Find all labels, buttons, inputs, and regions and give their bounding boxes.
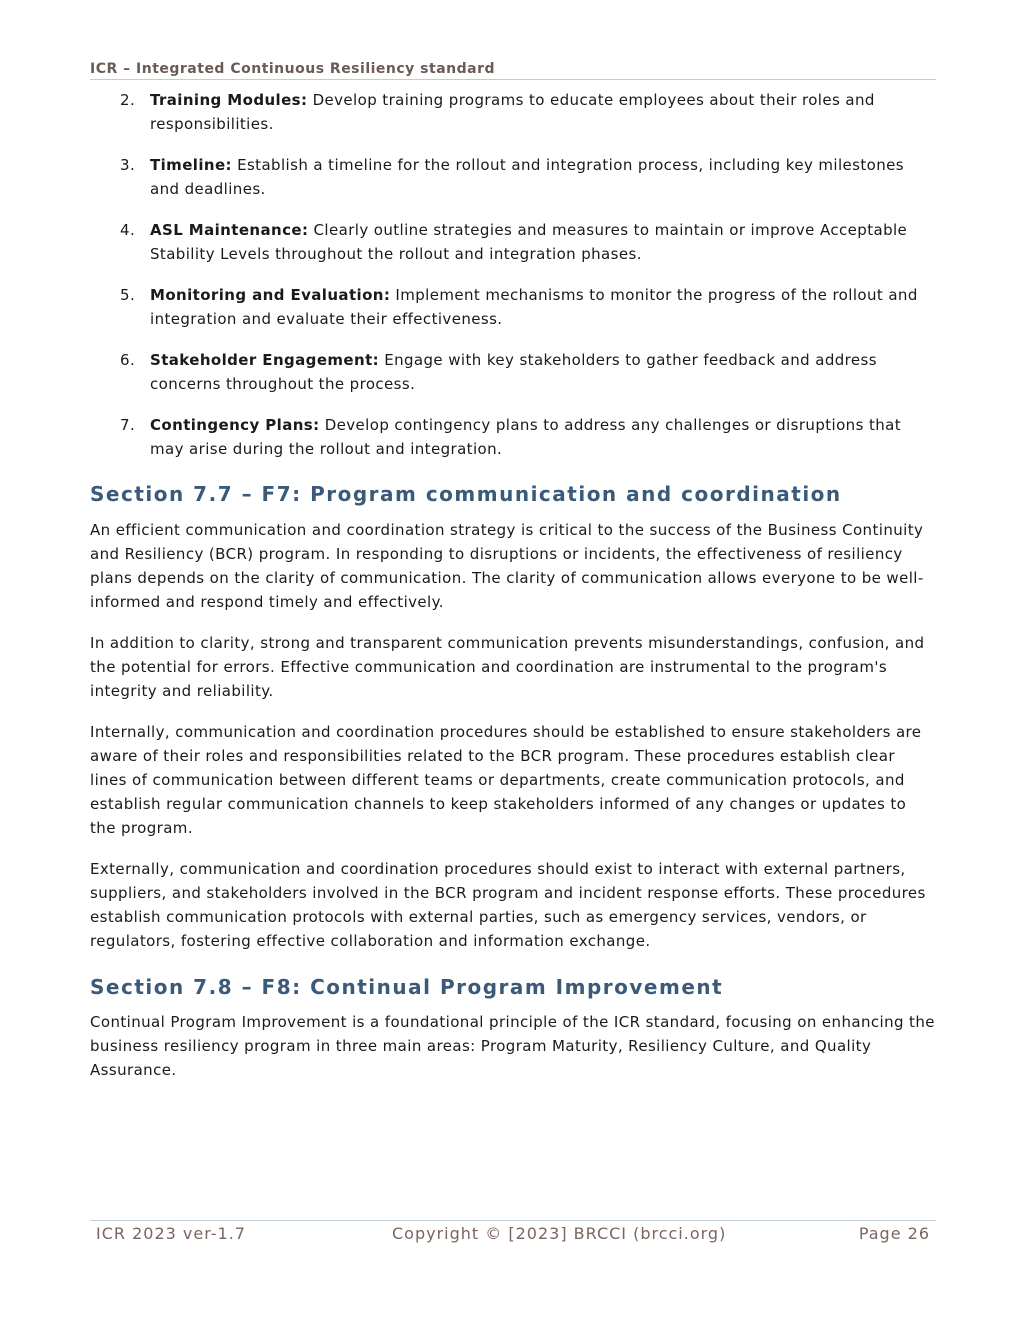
list-text: Develop contingency plans to address any challenges or disruptions that may arise during the rollout and integration. [150, 416, 902, 458]
list-number: 7. [120, 416, 136, 434]
section-7-7-title: Section 7.7 – F7: Program communication and coordination [90, 482, 842, 506]
paragraph: An efficient communication and coordination strategy is critical to the success of the Business Continuity and Resiliency (BCR) program. In responding to disruptions or incidents, the effectiveness of resiliency plans depends on the clarity of communication. The clarity of communication allows everyone to be well-informed and respond timely and effectively. [90, 521, 924, 611]
list-number: 5. [120, 286, 136, 304]
paragraph: Continual Program Improvement is a foundational principle of the ICR standard, focusing on enhancing the business resiliency program in three main areas: Program Maturity, Resiliency Culture, and Quality Assurance. [90, 1013, 935, 1079]
list-term: Contingency Plans: [150, 416, 320, 434]
list-item [90, 88, 930, 136]
list-number: 3. [120, 156, 136, 174]
list-number: 6. [120, 351, 136, 369]
list-text: Develop training programs to educate employees about their roles and responsibilities. [150, 91, 875, 133]
paragraph: In addition to clarity, strong and transparent communication prevents misunderstandings, confusion, and the potential for errors. Effective communication and coordination are instrumental to the program's integrity and reliability. [90, 634, 925, 700]
list-item [90, 283, 930, 331]
footer-copyright: Copyright © [2023] BRCCI (brcci.org) [392, 1224, 727, 1243]
list-item [90, 153, 930, 201]
list-text: Engage with key stakeholders to gather feedback and address concerns throughout the process. [150, 351, 877, 393]
list-item [90, 218, 930, 266]
footer-page-number: Page 26 [858, 1224, 930, 1243]
list-term: Monitoring and Evaluation: [150, 286, 391, 304]
list-item [90, 348, 930, 396]
footer-version: ICR 2023 ver-1.7 [96, 1224, 246, 1243]
list-term: Timeline: [150, 156, 232, 174]
list-term: ASL Maintenance: [150, 221, 309, 239]
list-text: Clearly outline strategies and measures to maintain or improve Acceptable Stability Levels throughout the rollout and integration phases. [150, 221, 908, 263]
paragraph: Externally, communication and coordination procedures should exist to interact with external partners, suppliers, and stakeholders involved in the BCR program and incident response efforts. These procedures establish communication protocols with external parties, such as emergency services, vendors, or regulators, fostering effective collaboration and information exchange. [90, 860, 926, 950]
list-number: 2. [120, 91, 136, 109]
list-term: Stakeholder Engagement: [150, 351, 380, 369]
running-header: ICR – Integrated Continuous Resiliency standard [90, 61, 936, 80]
list-item [90, 413, 930, 461]
list-text: Establish a timeline for the rollout and integration process, including key milestones and deadlines. [150, 156, 904, 198]
numbered-list [90, 88, 930, 478]
list-text: Implement mechanisms to monitor the progress of the rollout and integration and evaluate their effectiveness. [150, 286, 918, 328]
list-term: Training Modules: [150, 91, 308, 109]
paragraph: Internally, communication and coordination procedures should be established to ensure stakeholders are aware of their roles and responsibilities related to the BCR program. These procedures establish clear lines of communication between different teams or departments, create communication protocols, and establish regular communication channels to keep stakeholders informed of any changes or updates to the program. [90, 723, 922, 837]
list-number: 4. [120, 221, 136, 239]
footer-divider [90, 1220, 936, 1221]
section-7-8-title: Section 7.8 – F8: Continual Program Improvement [90, 975, 724, 999]
